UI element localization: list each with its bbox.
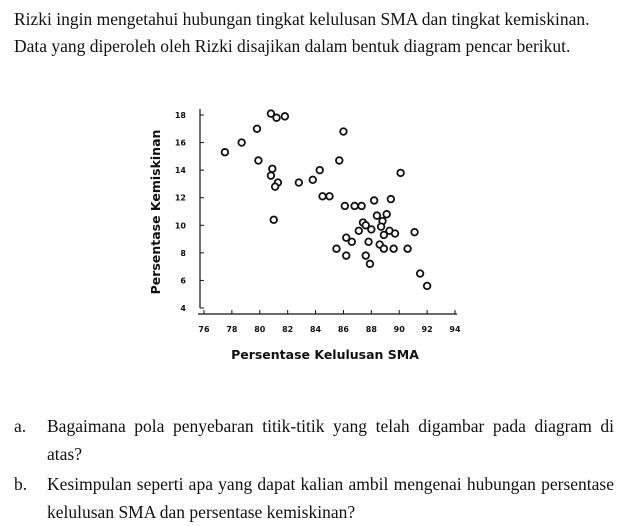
data-point bbox=[362, 252, 369, 259]
data-point bbox=[365, 239, 372, 246]
data-point bbox=[273, 114, 280, 121]
data-point bbox=[309, 176, 316, 183]
intro-line-1: Rizki ingin mengetahui hubungan tingkat kelulusan SMA dan tingkat kemiskinan. bbox=[14, 9, 590, 29]
data-point bbox=[367, 261, 374, 268]
data-point bbox=[390, 245, 397, 252]
x-tick-label: 84 bbox=[309, 325, 322, 334]
data-point bbox=[222, 149, 229, 156]
question-b-text: Kesimpulan seperti apa yang dapat kalian ambil mengenai hubungan persentase kelulusan SMA dan persentase kemiskinan? bbox=[47, 474, 614, 522]
data-point bbox=[269, 165, 276, 172]
data-point bbox=[238, 139, 245, 146]
data-point bbox=[296, 179, 303, 186]
y-tick-label: 12 bbox=[174, 193, 186, 203]
x-axis-title: Persentase Kelulusan SMA bbox=[231, 347, 419, 362]
data-point bbox=[268, 172, 275, 179]
data-point bbox=[254, 125, 261, 132]
data-point bbox=[319, 193, 326, 200]
x-tick-label: 90 bbox=[393, 325, 405, 334]
data-point bbox=[355, 228, 362, 235]
data-point bbox=[326, 193, 333, 200]
data-point bbox=[316, 167, 323, 174]
data-point bbox=[417, 270, 424, 277]
data-point bbox=[333, 245, 340, 252]
y-tick-label: 4 bbox=[180, 304, 186, 313]
data-point bbox=[411, 229, 418, 236]
y-tick-label: 10 bbox=[174, 221, 186, 231]
data-point bbox=[351, 203, 358, 210]
data-point bbox=[343, 252, 350, 259]
question-a-text: Bagaimana pola penyebaran titik-titik yang telah digambar pada diagram di atas? bbox=[47, 416, 614, 464]
data-point bbox=[349, 239, 356, 246]
question-b-label: b. bbox=[14, 474, 28, 494]
y-axis-title: Persentase Kemiskinan bbox=[148, 129, 163, 295]
data-point bbox=[404, 245, 411, 252]
axes bbox=[175, 109, 461, 334]
data-point bbox=[381, 245, 388, 252]
x-tick-label: 80 bbox=[254, 325, 266, 334]
data-point bbox=[272, 183, 279, 190]
data-point bbox=[397, 170, 404, 177]
x-tick-label: 86 bbox=[337, 325, 350, 334]
intro-text bbox=[14, 6, 626, 60]
x-tick-label: 92 bbox=[421, 325, 433, 334]
data-point bbox=[383, 211, 390, 218]
x-tick-label: 94 bbox=[449, 325, 461, 334]
data-point bbox=[378, 223, 385, 230]
x-tick-label: 76 bbox=[198, 325, 210, 334]
data-point bbox=[340, 128, 347, 135]
data-point bbox=[282, 113, 289, 120]
data-point bbox=[255, 157, 262, 164]
data-point bbox=[392, 230, 399, 237]
question-a bbox=[14, 412, 614, 468]
x-tick-label: 88 bbox=[365, 325, 377, 334]
y-tick-label: 8 bbox=[180, 248, 186, 258]
x-tick-label: 82 bbox=[282, 325, 294, 334]
y-tick-label: 14 bbox=[174, 166, 186, 176]
data-point bbox=[342, 203, 349, 210]
y-tick-label: 6 bbox=[180, 276, 186, 286]
scatter-plot bbox=[130, 100, 470, 375]
question-b bbox=[14, 470, 614, 526]
data-points bbox=[222, 110, 431, 289]
data-point bbox=[388, 196, 395, 203]
data-point bbox=[270, 216, 277, 223]
y-tick-label: 16 bbox=[174, 138, 186, 148]
data-point bbox=[358, 203, 365, 210]
question-a-label: a. bbox=[14, 416, 27, 436]
data-point bbox=[381, 232, 388, 239]
data-point bbox=[368, 226, 375, 233]
data-point bbox=[371, 197, 378, 204]
x-tick-label: 78 bbox=[226, 325, 238, 334]
data-point bbox=[336, 157, 343, 164]
y-tick-label: 18 bbox=[174, 111, 186, 120]
intro-line-2: Data yang diperoleh oleh Rizki disajikan dalam bentuk diagram pencar berikut. bbox=[14, 36, 571, 56]
data-point bbox=[424, 283, 431, 290]
data-point bbox=[374, 212, 381, 219]
